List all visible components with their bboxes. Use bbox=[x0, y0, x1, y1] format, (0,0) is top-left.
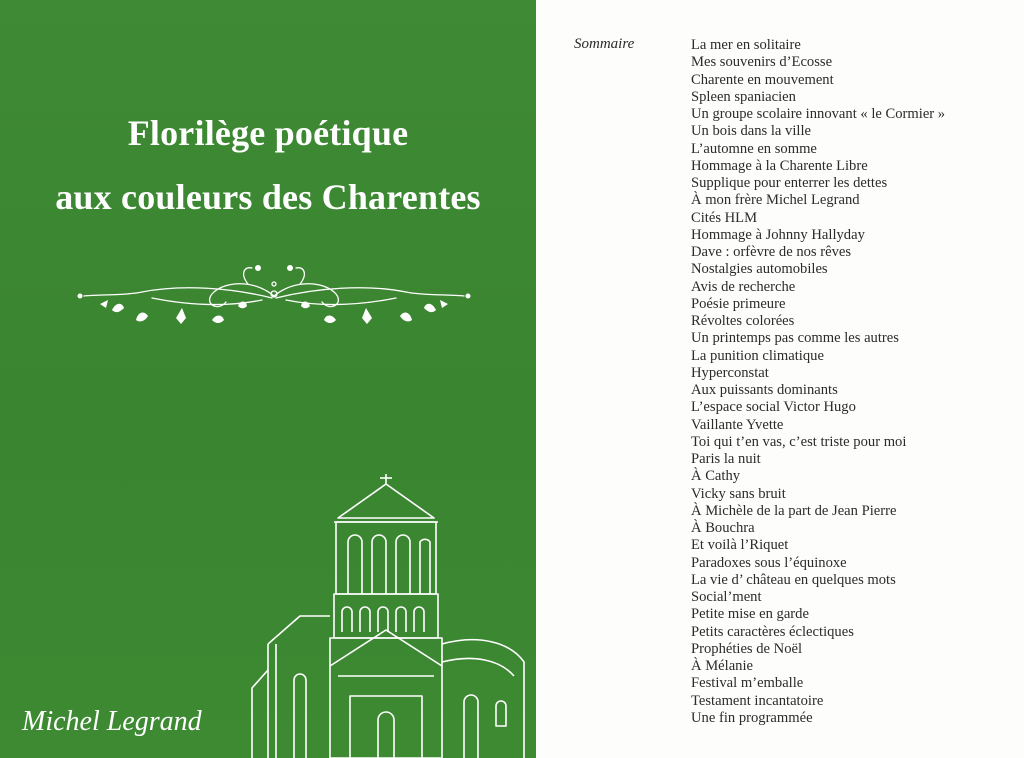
cover-title-line-1: Florilège poétique bbox=[127, 113, 409, 153]
romanesque-church-tower-icon bbox=[238, 466, 536, 758]
toc-item: Hommage à Johnny Hallyday bbox=[691, 226, 865, 243]
cover-title-line-2: aux couleurs des Charentes bbox=[55, 177, 481, 217]
toc-item: Un groupe scolaire innovant « le Cormier » bbox=[691, 106, 946, 122]
toc-item: Spleen spaniacien bbox=[691, 88, 796, 105]
toc-item: À Cathy bbox=[691, 468, 741, 485]
toc-list bbox=[691, 37, 945, 727]
toc-item: Petits caractères éclectiques bbox=[691, 623, 854, 640]
toc-item: Hommage à la Charente Libre bbox=[691, 157, 868, 174]
toc-item: Avis de recherche bbox=[691, 278, 796, 295]
toc-item: Hyperconstat bbox=[691, 364, 769, 381]
contents-page bbox=[536, 0, 1024, 758]
toc-item: Et voilà l’Riquet bbox=[691, 537, 789, 554]
toc-item: Mes souvenirs d’Ecosse bbox=[691, 54, 833, 71]
toc-item: Aux puissants dominants bbox=[691, 382, 838, 398]
toc-item: À Bouchra bbox=[691, 520, 755, 536]
toc-item: Prophéties de Noël bbox=[691, 640, 803, 657]
toc-item: Cités HLM bbox=[691, 209, 758, 226]
toc-item: Vaillante Yvette bbox=[691, 416, 784, 433]
toc-item: Supplique pour enterrer les dettes bbox=[691, 175, 888, 191]
toc-item: Testament incantatoire bbox=[691, 692, 824, 709]
toc-item: À Michèle de la part de Jean Pierre bbox=[691, 502, 897, 519]
toc-item: Une fin programmée bbox=[691, 709, 813, 726]
toc-heading: Sommaire bbox=[574, 36, 635, 52]
floral-flourish-icon bbox=[72, 258, 476, 334]
toc-item: Dave : orfèvre de nos rêves bbox=[691, 244, 852, 260]
toc-item: Petite mise en garde bbox=[691, 606, 809, 623]
toc-item: Social’ment bbox=[691, 589, 762, 605]
toc-item: Paris la nuit bbox=[691, 451, 761, 467]
toc-item: Charente en mouvement bbox=[691, 71, 834, 88]
cover-author: Michel Legrand bbox=[22, 706, 202, 737]
toc-item: Paradoxes sous l’équinoxe bbox=[691, 554, 847, 571]
toc-item: La vie d’ château en quelques mots bbox=[691, 571, 896, 588]
toc-item: La mer en solitaire bbox=[691, 37, 801, 53]
toc-item: Toi qui t’en vas, c’est triste pour moi bbox=[691, 433, 907, 450]
toc-item: Festival m’emballe bbox=[691, 675, 804, 692]
toc-item: Un bois dans la ville bbox=[691, 123, 811, 140]
toc-item: Nostalgies automobiles bbox=[691, 261, 828, 278]
toc-item: Révoltes colorées bbox=[691, 313, 795, 329]
toc-item: À Mélanie bbox=[691, 658, 754, 674]
toc-item: Un printemps pas comme les autres bbox=[691, 330, 899, 347]
toc-item: L’automne en somme bbox=[691, 140, 817, 157]
toc-item: Vicky sans bruit bbox=[691, 485, 786, 502]
toc-item: L’espace social Victor Hugo bbox=[691, 399, 856, 416]
toc-item: Poésie primeure bbox=[691, 295, 786, 312]
toc-item: À mon frère Michel Legrand bbox=[691, 192, 860, 209]
toc-item: La punition climatique bbox=[691, 347, 824, 364]
